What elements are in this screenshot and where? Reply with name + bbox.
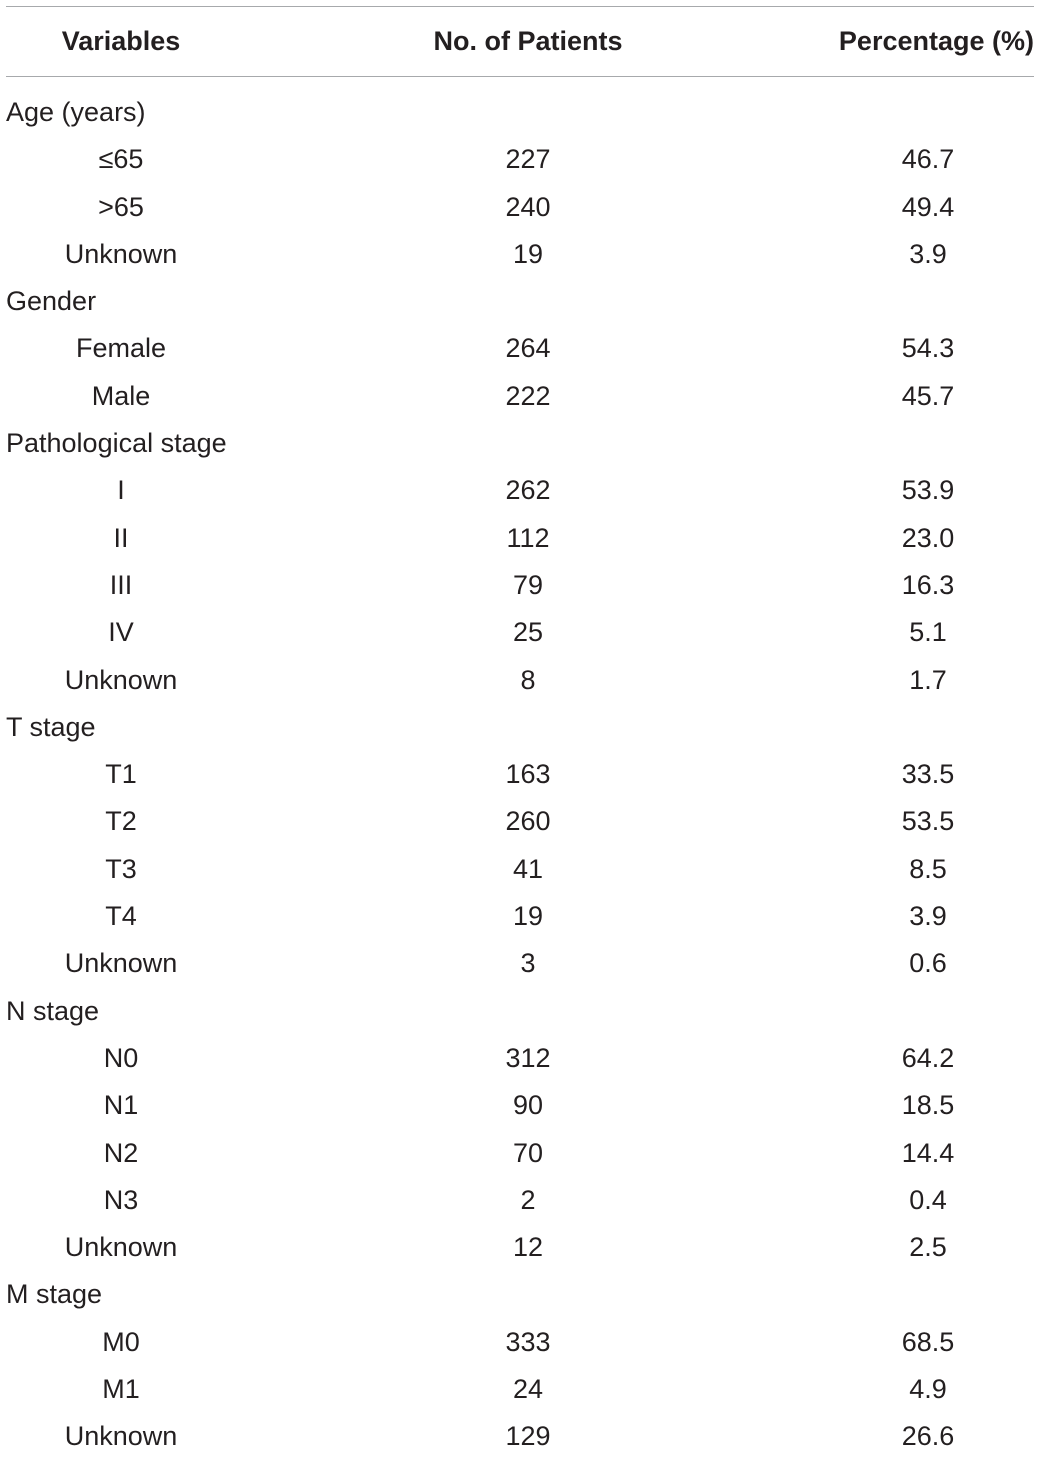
percentage-cell: 45.7 — [901, 380, 955, 411]
variable-label: II — [113, 522, 129, 553]
percentage-cell: 3.9 — [909, 238, 947, 269]
percentage-cell: 23.0 — [901, 522, 955, 553]
percentage-cell: 0.4 — [909, 1184, 947, 1215]
percentage-cell: 33.5 — [901, 759, 955, 790]
variable-label: IV — [108, 617, 134, 648]
table-row — [0, 467, 1040, 514]
patients-count-cell: 3 — [520, 948, 536, 979]
patients-count-cell: 262 — [505, 475, 551, 506]
table-body — [0, 89, 1040, 1461]
table-row — [0, 1366, 1040, 1413]
patients-count-cell: 19 — [512, 901, 544, 932]
group-label: M stage — [6, 1279, 103, 1310]
percentage-cell: 16.3 — [901, 569, 955, 600]
group-label: N stage — [6, 995, 100, 1026]
table-group-row — [0, 278, 1040, 325]
variable-label: >65 — [98, 191, 144, 222]
patients-count-cell: 90 — [512, 1090, 544, 1121]
table-row — [0, 798, 1040, 845]
table-row — [0, 325, 1040, 372]
table-group-row — [0, 1271, 1040, 1318]
patients-count-cell: 227 — [505, 144, 551, 175]
patients-count-cell — [428, 704, 628, 751]
variable-label: N2 — [103, 1137, 139, 1168]
patients-count-cell — [428, 420, 628, 467]
percentage-cell — [828, 1271, 1028, 1318]
variable-label: N3 — [103, 1184, 139, 1215]
variable-label: Unknown — [64, 948, 178, 979]
percentage-cell: 14.4 — [901, 1137, 955, 1168]
patients-count-cell: 260 — [505, 806, 551, 837]
percentage-cell: 1.7 — [909, 664, 947, 695]
variable-label: M0 — [102, 1326, 140, 1357]
table-header-rule — [6, 76, 1034, 77]
group-label: Age (years) — [6, 97, 146, 127]
variable-label: I — [117, 475, 125, 506]
table-group-row — [0, 420, 1040, 467]
patients-count-cell — [428, 278, 628, 325]
percentage-cell: 4.9 — [909, 1374, 947, 1405]
percentage-cell: 26.6 — [901, 1421, 955, 1452]
patients-count-cell: 240 — [505, 191, 551, 222]
percentage-cell — [828, 420, 1028, 467]
variable-label: III — [109, 569, 133, 600]
patients-count-cell — [428, 988, 628, 1035]
percentage-cell — [828, 704, 1028, 751]
patients-count-cell: 264 — [505, 333, 551, 364]
table-row — [0, 231, 1040, 278]
percentage-cell: 53.9 — [901, 475, 955, 506]
table-row — [0, 1130, 1040, 1177]
table-row — [0, 940, 1040, 987]
patients-count-cell: 8 — [520, 664, 536, 695]
patients-count-cell: 25 — [512, 617, 544, 648]
percentage-cell: 64.2 — [901, 1042, 955, 1073]
patients-count-cell: 112 — [506, 522, 550, 553]
percentage-cell: 46.7 — [901, 144, 955, 175]
percentage-cell: 8.5 — [909, 853, 947, 884]
patients-count-cell: 41 — [512, 853, 544, 884]
patients-count-cell: 222 — [505, 380, 551, 411]
percentage-cell: 54.3 — [901, 333, 955, 364]
table-row — [0, 609, 1040, 656]
table-group-row — [0, 89, 1040, 136]
variable-label: Unknown — [64, 1232, 178, 1263]
percentage-cell: 0.6 — [909, 948, 947, 979]
patients-count-cell: 24 — [512, 1374, 544, 1405]
variable-label: ≤65 — [98, 144, 144, 175]
patients-count-cell — [428, 1271, 628, 1318]
table-row — [0, 657, 1040, 704]
patients-count-cell: 79 — [512, 569, 544, 600]
patients-count-cell: 312 — [505, 1042, 551, 1073]
table-row — [0, 893, 1040, 940]
group-label: Gender — [6, 286, 97, 317]
variable-label: Male — [91, 380, 151, 411]
group-label: Pathological stage — [6, 428, 227, 459]
percentage-cell — [828, 988, 1028, 1035]
percentage-cell: 49.4 — [901, 191, 955, 222]
percentage-cell: 5.1 — [909, 617, 947, 648]
variable-label: N0 — [103, 1042, 139, 1073]
patients-count-cell: 163 — [505, 759, 551, 790]
table-row — [0, 1082, 1040, 1129]
variable-label: T3 — [105, 853, 137, 884]
header-no-of-patients: No. of Patients — [433, 26, 623, 56]
variable-label: T4 — [105, 901, 137, 932]
patients-count-cell: 129 — [505, 1421, 551, 1452]
table-row — [0, 1177, 1040, 1224]
variable-label: Female — [75, 333, 167, 364]
percentage-cell: 3.9 — [909, 901, 947, 932]
table-row — [0, 751, 1040, 798]
percentage-cell: 18.5 — [901, 1090, 955, 1121]
percentage-cell: 2.5 — [909, 1232, 947, 1263]
table-row — [0, 846, 1040, 893]
table-row — [0, 184, 1040, 231]
patients-count-cell: 333 — [505, 1326, 551, 1357]
table-row — [0, 373, 1040, 420]
percentage-cell: 68.5 — [901, 1326, 955, 1357]
table-row — [0, 1224, 1040, 1271]
table-row — [0, 1035, 1040, 1082]
variable-label: N1 — [103, 1090, 139, 1121]
variable-label: T2 — [105, 806, 137, 837]
variable-label: Unknown — [64, 238, 178, 269]
variable-label: Unknown — [64, 664, 178, 695]
patients-count-cell: 70 — [512, 1137, 544, 1168]
variable-label: Unknown — [64, 1421, 178, 1452]
table-group-row — [0, 988, 1040, 1035]
variable-label: M1 — [102, 1374, 140, 1405]
percentage-cell — [828, 278, 1028, 325]
table-row — [0, 515, 1040, 562]
patients-count-cell: 12 — [512, 1232, 544, 1263]
percentage-cell — [828, 89, 1028, 136]
variable-label: T1 — [105, 759, 137, 790]
patients-count-cell: 19 — [512, 238, 544, 269]
table-row — [0, 1319, 1040, 1366]
table-row — [0, 136, 1040, 183]
patients-count-cell — [428, 89, 628, 136]
patients-count-cell: 2 — [520, 1184, 536, 1215]
percentage-cell: 53.5 — [901, 806, 955, 837]
header-variables: Variables — [61, 26, 181, 56]
group-label: T stage — [6, 711, 96, 742]
table-header — [0, 6, 1040, 76]
table-group-row — [0, 704, 1040, 751]
table-row — [0, 562, 1040, 609]
header-percentage: Percentage (%) — [838, 26, 1034, 56]
table-row — [0, 1413, 1040, 1460]
